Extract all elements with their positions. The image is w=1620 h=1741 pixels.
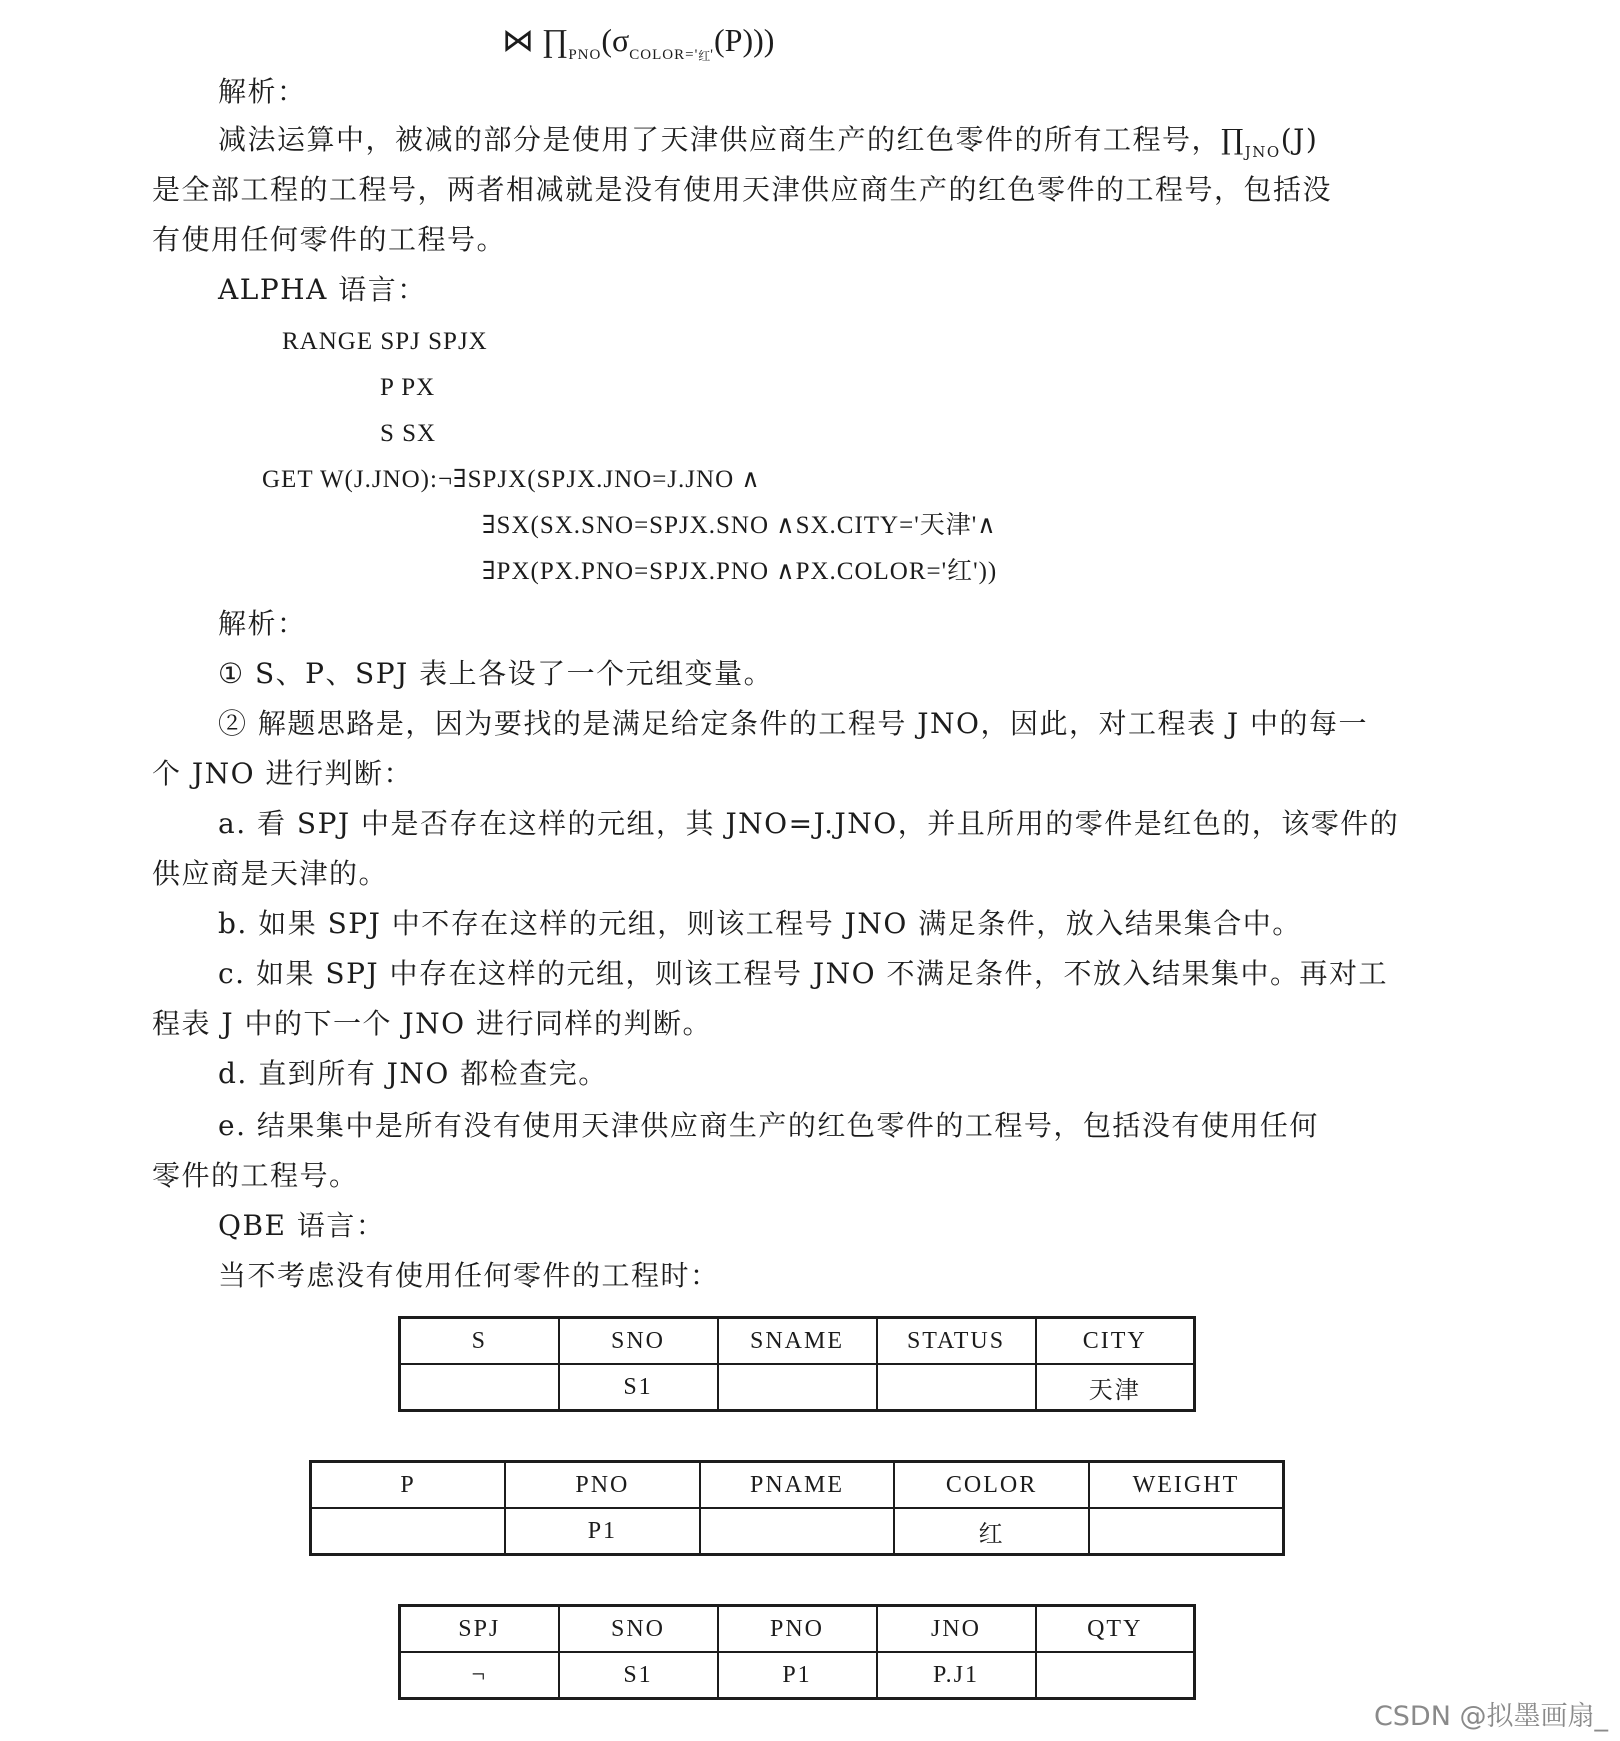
table-cell: 天津	[1036, 1364, 1195, 1411]
table-cell: P.J1	[877, 1652, 1036, 1699]
table-cell: COLOR	[894, 1462, 1089, 1509]
table-cell: SNAME	[718, 1318, 877, 1365]
list-item-continuation: 供应商是天津的。	[152, 857, 389, 890]
table-row	[311, 1508, 1284, 1555]
table-cell: P1	[505, 1508, 700, 1555]
code-line: RANGE SPJ SPJX	[282, 328, 488, 355]
table-cell	[400, 1364, 559, 1411]
code-line: GET W(J.JNO):¬∃SPJX(SPJX.JNO=J.JNO ∧	[262, 466, 761, 493]
table-cell	[877, 1364, 1036, 1411]
table-header-row	[400, 1318, 1195, 1365]
table-cell: JNO	[877, 1606, 1036, 1653]
list-item-continuation: 零件的工程号。	[152, 1159, 359, 1192]
table-cell: SNO	[559, 1606, 718, 1653]
table-row	[400, 1364, 1195, 1411]
table-cell: SNO	[559, 1318, 718, 1365]
product-symbol: ∏	[542, 22, 569, 58]
table-cell: 红	[894, 1508, 1089, 1555]
table-cell	[700, 1508, 895, 1555]
table-cell	[1036, 1652, 1195, 1699]
table-cell	[311, 1508, 506, 1555]
table-cell: WEIGHT	[1089, 1462, 1284, 1509]
alpha-heading: ALPHA 语言：	[218, 273, 427, 306]
sigma-symbol: (σ	[601, 22, 630, 58]
table-cell	[1089, 1508, 1284, 1555]
top-formula	[502, 20, 774, 76]
list-item: a. 看 SPJ 中是否存在这样的元组，其 JNO=J.JNO，并且所用的零件是红色的，该零件的	[218, 807, 1400, 840]
selection-value: 红	[698, 49, 711, 63]
qbe-table-p	[309, 1460, 1285, 1556]
list-item: ① S、P、SPJ 表上各设了一个元组变量。	[218, 657, 774, 690]
list-item: e. 结果集中是所有没有使用天津供应商生产的红色零件的工程号，包括没有使用任何	[218, 1109, 1319, 1142]
paragraph-line	[218, 122, 1318, 170]
paragraph-line: 有使用任何零件的工程号。	[152, 223, 507, 256]
table-cell: PNAME	[700, 1462, 895, 1509]
table-cell: PNO	[505, 1462, 700, 1509]
table-cell: STATUS	[877, 1318, 1036, 1365]
paragraph-subscript: JNO	[1244, 143, 1281, 161]
code-line: ∃PX(PX.PNO=SPJX.PNO ∧PX.COLOR='红'))	[482, 558, 998, 585]
paragraph-line: 是全部工程的工程号，两者相减就是没有使用天津供应商生产的红色零件的工程号，包括没	[152, 173, 1333, 206]
qbe-heading: QBE 语言：	[218, 1209, 386, 1242]
list-item: d. 直到所有 JNO 都检查完。	[218, 1057, 608, 1090]
qbe-table-spj	[398, 1604, 1196, 1700]
table-cell: S1	[559, 1364, 718, 1411]
code-line: S SX	[380, 420, 437, 447]
table-cell: QTY	[1036, 1606, 1195, 1653]
table-cell: S1	[559, 1652, 718, 1699]
list-item: b. 如果 SPJ 中不存在这样的元组，则该工程号 JNO 满足条件，放入结果集合中。	[218, 907, 1302, 940]
list-item-continuation: 程表 J 中的下一个 JNO 进行同样的判断。	[152, 1007, 713, 1040]
projection-subscript: PNO	[568, 47, 602, 63]
paragraph-text: 减法运算中，被减的部分是使用了天津供应商生产的红色零件的所有工程号，∏	[218, 123, 1245, 156]
paragraph-text: (J)	[1280, 123, 1319, 156]
table-cell: CITY	[1036, 1318, 1195, 1365]
table-cell	[718, 1364, 877, 1411]
table-cell: S	[400, 1318, 559, 1365]
selection-subscript: COLOR='	[629, 47, 699, 63]
qbe-table-s	[398, 1316, 1196, 1412]
table-cell: ¬	[400, 1652, 559, 1699]
table-cell: P	[311, 1462, 506, 1509]
table-cell: PNO	[718, 1606, 877, 1653]
table-header-row	[400, 1606, 1195, 1653]
list-item: ② 解题思路是，因为要找的是满足给定条件的工程号 JNO，因此，对工程表 J 中的每一	[218, 707, 1369, 740]
code-line: P PX	[380, 374, 436, 401]
selection-quote: '	[710, 47, 714, 63]
list-item: c. 如果 SPJ 中存在这样的元组，则该工程号 JNO 不满足条件，不放入结果集中。再对工	[218, 957, 1389, 990]
table-row	[400, 1652, 1195, 1699]
join-symbol: ⋈	[502, 22, 534, 58]
section-heading: 解析：	[218, 75, 307, 108]
table-cell: P1	[718, 1652, 877, 1699]
qbe-note: 当不考虑没有使用任何零件的工程时：	[218, 1259, 720, 1292]
csdn-watermark: CSDN @拟墨画扇_	[1373, 1701, 1608, 1732]
table-header-row	[311, 1462, 1284, 1509]
table-cell: SPJ	[400, 1606, 559, 1653]
code-line: ∃SX(SX.SNO=SPJX.SNO ∧SX.CITY='天津'∧	[482, 512, 997, 539]
section-heading: 解析：	[218, 607, 307, 640]
formula-rest: (P)))	[713, 22, 775, 58]
list-item-continuation: 个 JNO 进行判断：	[152, 757, 413, 790]
